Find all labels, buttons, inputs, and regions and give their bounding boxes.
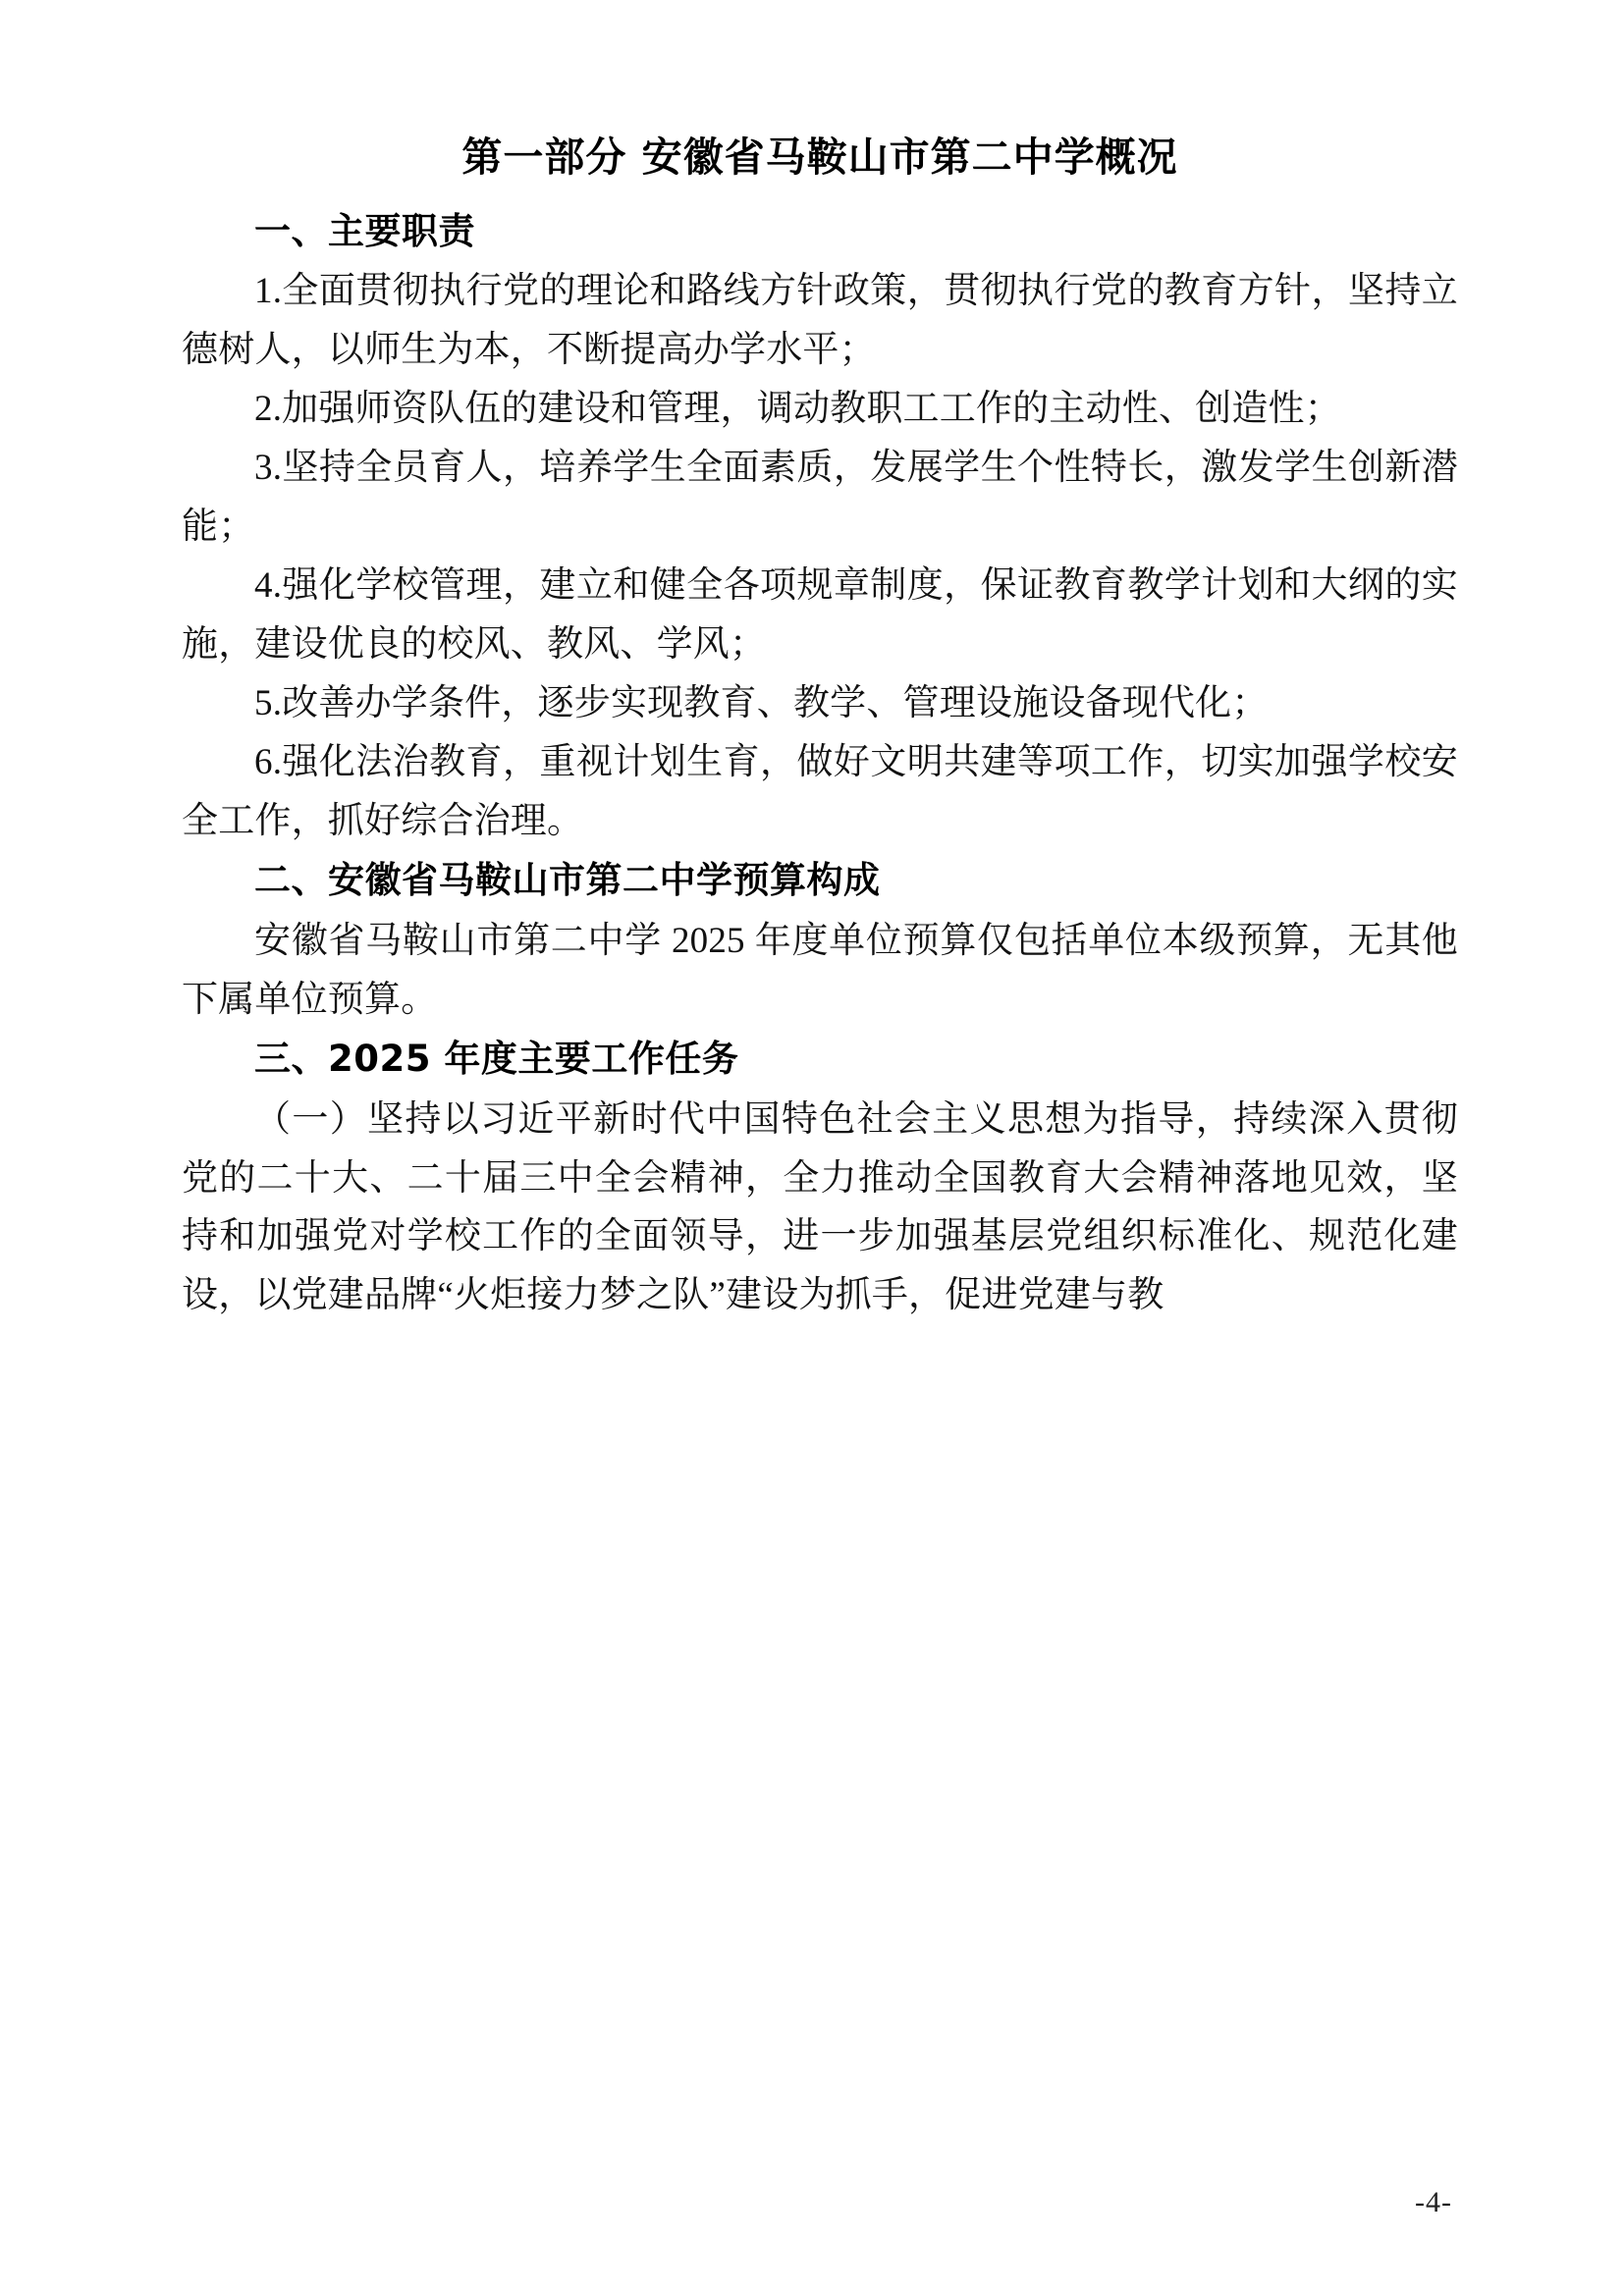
page-number: -4- <box>1415 2186 1452 2218</box>
section-heading-budget-composition: 二、安徽省马鞍山市第二中学预算构成 <box>254 858 881 901</box>
paragraph: 4.强化学校管理，建立和健全各项规章制度，保证教育教学计划和大纲的实施，建设优良的校风、教风、学风； <box>182 565 1458 666</box>
paragraph: 3.坚持全员育人，培养学生全面素质，发展学生个性特长，激发学生创新潜能； <box>182 448 1458 548</box>
paragraph: （一）坚持以习近平新时代中国特色社会主义思想为指导，持续深入贯彻党的二十大、二十届三中全会精神，全力推动全国教育大会精神落地见效，坚持和加强党对学校工作的全面领导，进一步加强基层党组织标准化、规范化建设，以党建品牌“火炬接力梦之队”建设为抓手，促进党建与教 <box>182 1098 1458 1316</box>
paragraph: 1.全面贯彻执行党的理论和路线方针政策，贯彻执行党的教育方针，坚持立德树人，以师生为本，不断提高办学水平； <box>182 271 1458 371</box>
section-heading-duties: 一、主要职责 <box>254 209 475 252</box>
page-title: 第一部分 安徽省马鞍山市第二中学概况 <box>461 133 1178 181</box>
document-body <box>182 128 1458 1325</box>
section-heading-annual-tasks: 三、2025 年度主要工作任务 <box>254 1037 739 1080</box>
paragraph: 安徽省马鞍山市第二中学 2025 年度单位预算仅包括单位本级预算，无其他下属单位预算。 <box>182 920 1458 1020</box>
paragraph: 5.改善办学条件，逐步实现教育、教学、管理设施设备现代化； <box>254 683 1269 723</box>
paragraph: 6.强化法治教育，重视计划生育，做好文明共建等项工作，切实加强学校安全工作，抓好综合治理。 <box>182 741 1458 841</box>
paragraph: 2.加强师资队伍的建设和管理，调动教职工工作的主动性、创造性； <box>254 389 1341 430</box>
